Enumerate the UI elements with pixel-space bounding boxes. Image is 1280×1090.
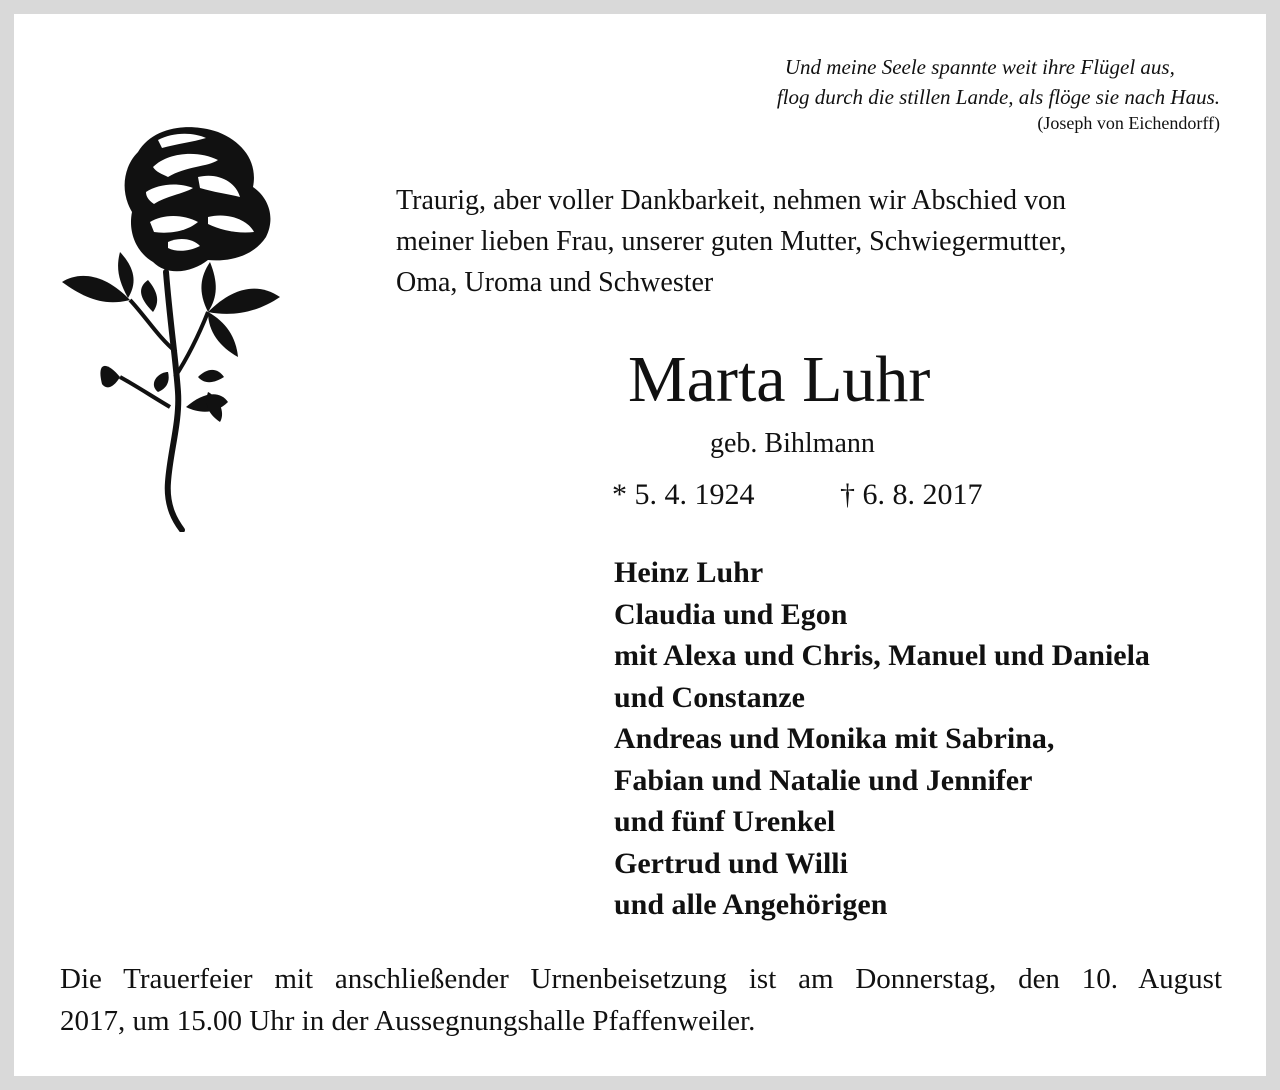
- family-line: und fünf Urenkel: [614, 805, 836, 838]
- service-line-1: Die Trauerfeier mit anschließender Urnenbeisetzung ist am Donnerstag, den 10. August: [60, 963, 1222, 995]
- family-line: Andreas und Monika mit Sabrina,: [614, 722, 1055, 755]
- service-notice: [60, 958, 1222, 1042]
- family-line: und Constanze: [614, 680, 805, 714]
- family-line: und alle Angehörigen: [614, 888, 888, 921]
- quote-line-1: Und meine Seele spannte weit ihre Flügel aus,: [784, 55, 1175, 79]
- intro-line-2: meiner lieben Frau, unserer guten Mutter, Schwiegermutter,: [396, 226, 1067, 257]
- family-list: [614, 552, 1150, 926]
- family-line: Fabian und Natalie und Jennifer: [614, 763, 1033, 797]
- maiden-name: geb. Bihlmann: [710, 428, 875, 459]
- death-date: † 6. 8. 2017: [840, 478, 983, 511]
- family-line: Gertrud und Willi: [614, 846, 848, 880]
- birth-date: * 5. 4. 1924: [612, 478, 755, 511]
- family-line: Heinz Luhr: [614, 556, 764, 589]
- intro-line-1: Traurig, aber voller Dankbarkeit, nehmen wir Abschied von: [396, 185, 1067, 216]
- intro-line-3: Oma, Uroma und Schwester: [396, 267, 714, 298]
- epigraph-quote: [777, 52, 1220, 134]
- quote-line-2: flog durch die stillen Lande, als flöge sie nach Haus.: [776, 85, 1220, 109]
- family-line: Claudia und Egon: [614, 597, 848, 631]
- family-line: mit Alexa und Chris, Manuel und Daniela: [614, 639, 1150, 672]
- service-line-2: 2017, um 15.00 Uhr in der Aussegnungshalle Pfaffenweiler.: [60, 1005, 756, 1037]
- rose-icon: [58, 122, 288, 532]
- deceased-name: Marta Luhr: [628, 343, 931, 416]
- intro-text: [396, 180, 1222, 303]
- life-dates: [612, 478, 983, 512]
- quote-source: (Joseph von Eichendorff): [1037, 113, 1220, 133]
